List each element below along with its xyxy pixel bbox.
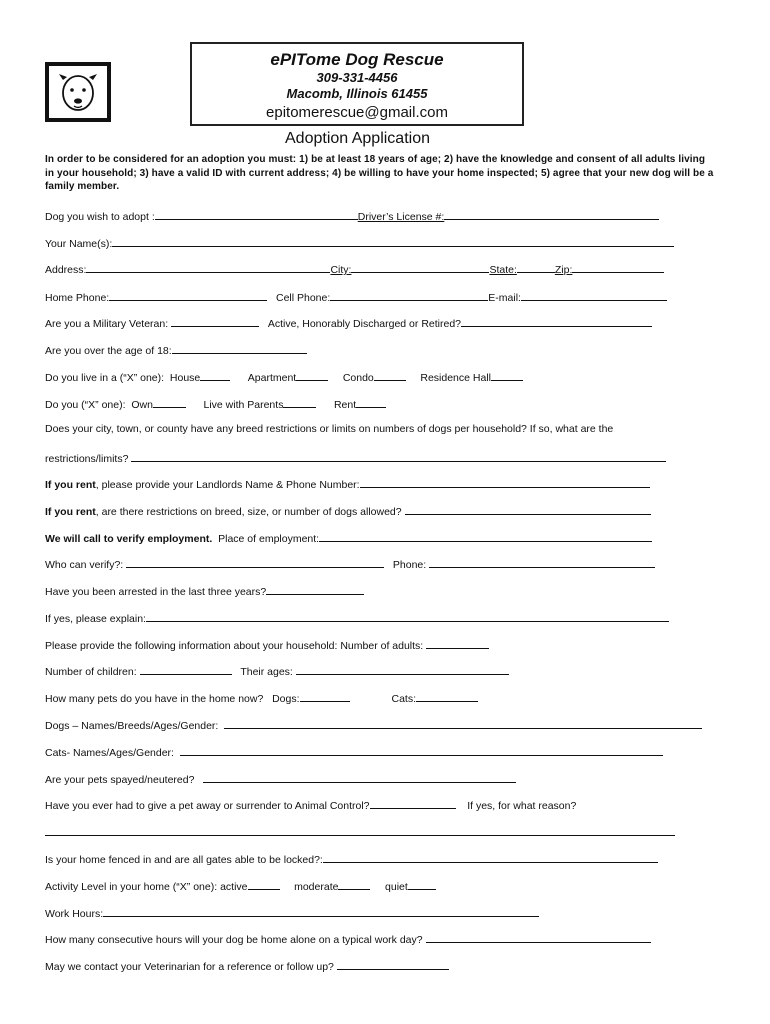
pets-label: How many pets do you have in the home now?: [45, 693, 264, 705]
row-breed-q1: [45, 423, 613, 435]
arrested-field[interactable]: [266, 583, 364, 595]
active-level-field[interactable]: [248, 878, 280, 890]
employment-label: Place of employment:: [218, 533, 320, 545]
quiet-field[interactable]: [408, 878, 436, 890]
own-question: Do you (“X” one):: [45, 399, 126, 411]
row-fenced: [45, 851, 658, 866]
row-reason: [45, 824, 675, 839]
cats-count-field[interactable]: [416, 690, 478, 702]
row-surrender: [45, 797, 576, 812]
live-parents-field[interactable]: [283, 396, 316, 408]
cats-info-label: Cats- Names/Ages/Gender:: [45, 747, 174, 759]
own-label: Own: [131, 399, 153, 411]
dogs-info-label: Dogs – Names/Breeds/Ages/Gender:: [45, 720, 219, 732]
row-spayed: [45, 771, 516, 786]
household-label: Please provide the following information about your household: Number of adults:: [45, 640, 424, 652]
if-rent-bold-2: If you rent: [45, 506, 96, 518]
address-label: Address:: [45, 264, 87, 276]
breed-question-cont: restrictions/limits?: [45, 453, 129, 465]
moderate-field[interactable]: [338, 878, 370, 890]
quiet-label: quiet: [385, 881, 408, 893]
row-names: [45, 235, 674, 250]
verify-phone-field[interactable]: [429, 556, 655, 568]
surrender-label: Have you ever had to give a pet away or surrender to Animal Control?: [45, 800, 370, 812]
explain-field[interactable]: [146, 610, 669, 622]
breed-question: Does your city, town, or county have any breed restrictions or limits on numbers of dogs per household? If so, what are the: [45, 423, 614, 435]
cats-info-field[interactable]: [180, 744, 663, 756]
row-verify: [45, 556, 655, 571]
row-live-in: [45, 369, 523, 384]
row-military: [45, 315, 652, 330]
city-label: City:: [330, 264, 352, 276]
row-phones: [45, 289, 667, 304]
row-work-hours: [45, 905, 539, 920]
row-alone: [45, 931, 651, 946]
address-field[interactable]: [86, 261, 330, 273]
names-field[interactable]: [112, 235, 674, 247]
arrested-label: Have you been arrested in the last three years?: [45, 586, 267, 598]
row-dogs-info: [45, 717, 702, 732]
intro-text: In order to be considered for an adoption you must: 1) be at least 18 years of age; 2) have the knowledge and consent of all adults living in your household; 3) have a valid ID with current address; 4) be willing to have your home inspected; 5) agree that your new dog will be a family member.: [45, 154, 714, 192]
license-label: Driver’s License #:: [357, 211, 445, 223]
org-name: ePITome Dog Rescue: [270, 50, 444, 69]
org-phone: 309-331-4456: [316, 70, 398, 85]
breed-field[interactable]: [131, 450, 666, 462]
condo-label: Condo: [342, 372, 374, 384]
row-age: [45, 342, 307, 357]
reason-field[interactable]: [45, 824, 675, 836]
form-title: Adoption Application: [285, 130, 430, 147]
if-rent-bold: If you rent: [45, 479, 96, 491]
dogs-label: Dogs:: [272, 693, 300, 705]
rent-restrict-field[interactable]: [405, 503, 651, 515]
row-address: [45, 261, 664, 276]
apartment-label: Apartment: [247, 372, 297, 384]
email-field[interactable]: [521, 289, 667, 301]
header-box: [190, 42, 524, 126]
dog-field[interactable]: [155, 208, 358, 220]
dogs-count-field[interactable]: [300, 690, 350, 702]
house-label: House: [169, 372, 201, 384]
children-label: Number of children:: [45, 666, 137, 678]
home-phone-field[interactable]: [109, 289, 267, 301]
row-pets: [45, 690, 478, 705]
alone-label: How many consecutive hours will your dog be home alone on a typical work day?: [45, 934, 423, 946]
adults-field[interactable]: [426, 637, 489, 649]
license-field[interactable]: [444, 208, 659, 220]
children-field[interactable]: [140, 663, 232, 675]
residence-hall-label: Residence Hall: [420, 372, 491, 384]
own-field[interactable]: [153, 396, 186, 408]
row-vet: [45, 958, 449, 973]
who-verify-field[interactable]: [126, 556, 384, 568]
row-own: [45, 396, 386, 411]
email-label: E-mail:: [488, 292, 521, 304]
dog-face-icon: [49, 66, 107, 118]
activity-label: Activity Level in your home (“X” one): active: [45, 881, 248, 893]
zip-field[interactable]: [572, 261, 664, 273]
row-rent-restrict: [45, 503, 651, 518]
verify-employment-bold: We will call to verify employment.: [45, 533, 213, 545]
military-label: Are you a Military Veteran:: [45, 318, 169, 330]
logo: [45, 62, 111, 122]
work-hours-label: Work Hours:: [45, 908, 104, 920]
spayed-label: Are your pets spayed/neutered?: [45, 774, 195, 786]
apartment-field[interactable]: [296, 369, 328, 381]
rent-restrict-label: , are there restrictions on breed, size, or number of dogs allowed?: [95, 506, 402, 518]
rent-label: Rent: [333, 399, 357, 411]
work-hours-field[interactable]: [103, 905, 539, 917]
names-label: Your Name(s):: [45, 238, 113, 250]
ages-field[interactable]: [296, 663, 509, 675]
row-dog: [45, 208, 659, 223]
condo-field[interactable]: [374, 369, 406, 381]
row-breed-q2: [45, 450, 666, 465]
dog-label: Dog you wish to adopt :: [45, 211, 155, 223]
fenced-field[interactable]: [323, 851, 658, 863]
residence-hall-field[interactable]: [491, 369, 523, 381]
reason-label: If yes, for what reason?: [467, 800, 577, 812]
cats-label: Cats:: [391, 693, 417, 705]
state-field[interactable]: [517, 261, 555, 273]
row-household: [45, 637, 489, 652]
vet-label: May we contact your Veterinarian for a reference or follow up?: [45, 961, 334, 973]
active-label: Active, Honorably Discharged or Retired?: [267, 318, 462, 330]
age-field[interactable]: [172, 342, 307, 354]
zip-label: Zip:: [554, 264, 573, 276]
landlord-field[interactable]: [360, 476, 650, 488]
fenced-label: Is your home fenced in and are all gates able to be locked?:: [45, 854, 323, 866]
home-phone-label: Home Phone:: [45, 292, 110, 304]
dogs-info-field[interactable]: [224, 717, 702, 729]
landlord-label: , please provide your Landlords Name & Phone Number:: [95, 479, 360, 491]
row-explain: [45, 610, 669, 625]
rent-field[interactable]: [356, 396, 386, 408]
explain-label: If yes, please explain:: [45, 613, 146, 625]
row-children: [45, 663, 509, 678]
live-parents-label: Live with Parents: [203, 399, 284, 411]
org-city: Macomb, Illinois 61455: [286, 86, 428, 101]
ages-label: Their ages:: [240, 666, 293, 678]
spayed-field[interactable]: [203, 771, 516, 783]
org-email: epitomerescue@gmail.com: [266, 104, 448, 121]
row-activity: [45, 878, 436, 893]
military-field[interactable]: [171, 315, 259, 327]
cell-phone-field[interactable]: [330, 289, 488, 301]
house-field[interactable]: [200, 369, 230, 381]
active-field[interactable]: [461, 315, 652, 327]
age-label: Are you over the age of 18:: [45, 345, 172, 357]
row-landlord: [45, 476, 650, 491]
cell-phone-label: Cell Phone:: [275, 292, 331, 304]
state-label: State:: [489, 264, 517, 276]
live-in-label: Do you live in a (“X” one):: [45, 372, 165, 384]
verify-phone-label: Phone:: [392, 559, 427, 571]
who-verify-label: Who can verify?:: [45, 559, 124, 571]
row-arrested: [45, 583, 364, 598]
surrender-field[interactable]: [370, 797, 456, 809]
moderate-label: moderate: [294, 881, 339, 893]
alone-field[interactable]: [426, 931, 651, 943]
city-field[interactable]: [351, 261, 489, 273]
vet-field[interactable]: [337, 958, 449, 970]
employment-field[interactable]: [319, 530, 652, 542]
row-employment: [45, 530, 652, 545]
row-cats-info: [45, 744, 663, 759]
